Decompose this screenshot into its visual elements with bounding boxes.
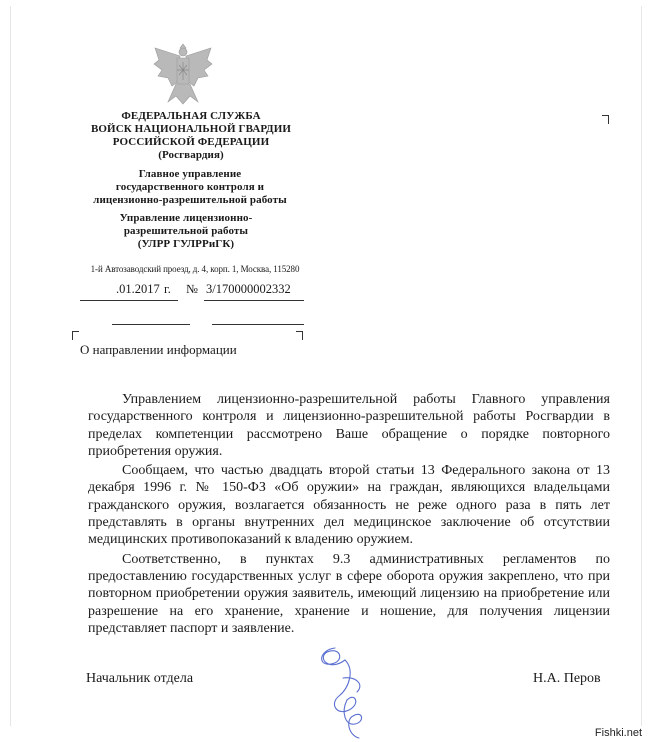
body-paragraph: Соответственно, в пунктах 9.3 административных регламентов по предоставлению государственных услуг в сфере оборота оружия закреплено, что при повторном приобретении оружия заявитель, имеющий лицензию на приобретение или разрешение на его хранение, хранение и ношение, для получения лицензии представляет паспорт и заявление. (88, 551, 610, 636)
signer-name: Н.А. Перов (533, 671, 601, 686)
corner-mark-right (296, 331, 303, 340)
emblem-icon (150, 40, 216, 108)
dept-line: Главное управление (138, 168, 242, 180)
incoming-number-line (212, 324, 304, 325)
body-paragraph: Управлением лицензионно-разрешительной работы Главного управления государственного контроля и лицензионно-разрешительной работы Росгвардии в пределах компетенции рассмотрено Ваше обращение о порядке повторного приобретения оружия. (88, 392, 610, 459)
ref-number: 3/170000002332 (206, 282, 291, 296)
dept-line: государственного контроля и (115, 181, 265, 193)
org-line: (Росгвардия) (158, 149, 224, 161)
number-underline (204, 300, 304, 301)
subdept-line: разрешительной работы (123, 225, 249, 237)
department-name (92, 168, 288, 207)
org-line: ФЕДЕРАЛЬНАЯ СЛУЖБА (121, 110, 261, 122)
ref-date: .01.2017 (116, 282, 160, 296)
dept-line: лицензионно-разрешительной работы (93, 194, 287, 206)
handwritten-signature (315, 640, 375, 742)
incoming-date-line (112, 324, 190, 325)
letter-body (88, 391, 610, 639)
subdepartment-name (86, 212, 286, 251)
watermark: Fishki.net (592, 726, 645, 740)
ref-number-label: № (186, 282, 198, 296)
date-underline (80, 300, 178, 301)
corner-mark-left (72, 331, 79, 340)
body-paragraph: Сообщаем, что частью двадцать второй статьи 13 Федерального закона от 13 декабря 1996 г. № 150-ФЗ «Об оружии» на граждан, являющихся владельцами гражданского оружия, возлагается обязанность не реже одного раза в пять лет представлять в органы внутренних дел медицинское заключение об отсутствии медицинских противопоказаний к владению оружием. (88, 463, 610, 548)
organization-name (78, 110, 304, 162)
ref-date-suffix: г. (164, 282, 171, 296)
corner-mark-top-right (602, 115, 609, 124)
org-line: РОССИЙСКОЙ ФЕДЕРАЦИИ (112, 136, 270, 148)
subdept-line: Управление лицензионно- (119, 212, 253, 224)
address: 1-й Автозаводский проезд, д. 4, корп. 1, Москва, 115280 (90, 264, 300, 274)
subdept-line: (УЛРР ГУЛРРиГК) (137, 238, 235, 250)
signer-title: Начальник отдела (86, 671, 194, 686)
org-line: ВОЙСК НАЦИОНАЛЬНОЙ ГВАРДИИ (90, 123, 292, 135)
subject-line: О направлении информации (80, 342, 237, 357)
